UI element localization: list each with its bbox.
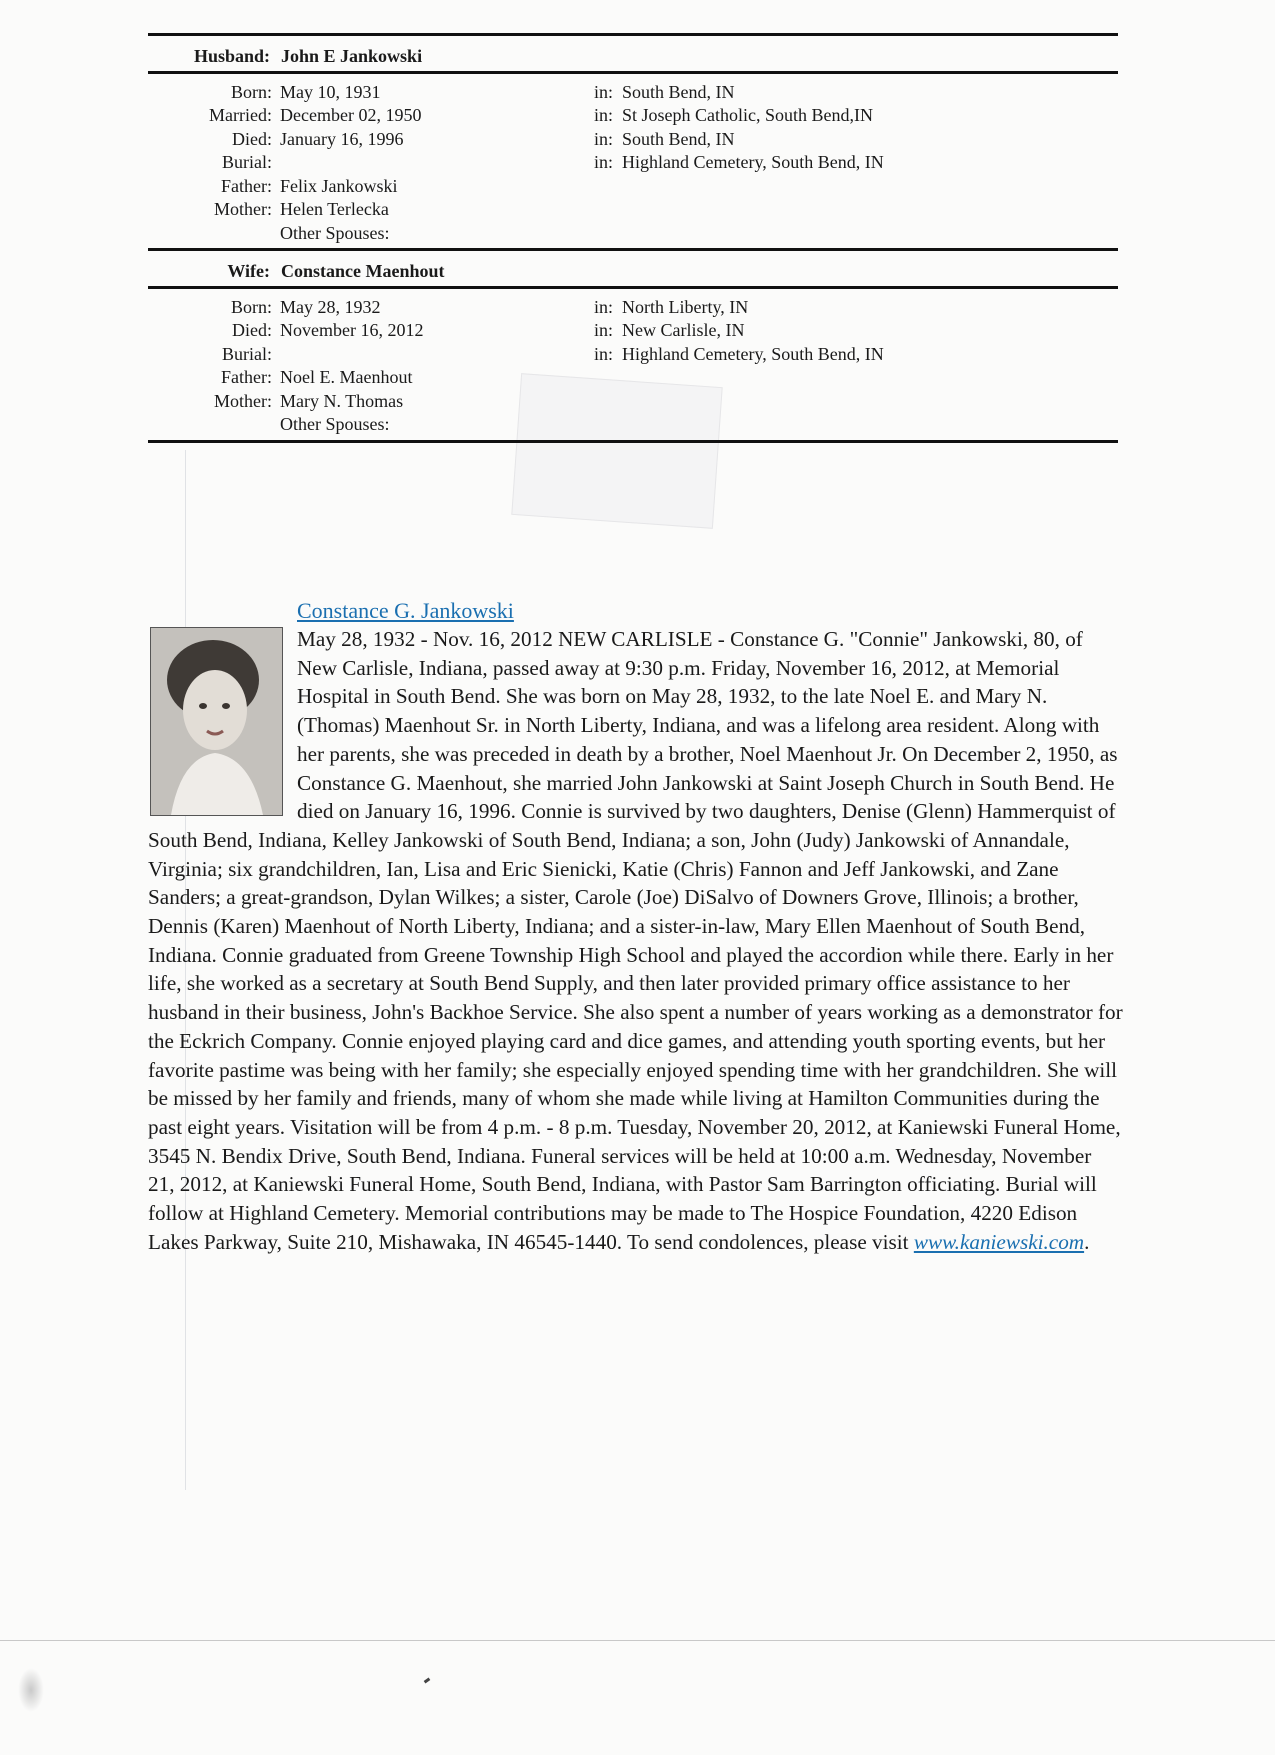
place-value: North Liberty, IN xyxy=(622,297,749,317)
field-label: Died: xyxy=(232,320,272,340)
husband-rule xyxy=(148,71,1118,74)
in-label: in: xyxy=(594,129,614,149)
wife-bottom-rule xyxy=(148,440,1118,443)
place-value: South Bend, IN xyxy=(622,82,735,102)
field-value: Felix Jankowski xyxy=(280,176,398,196)
field-value: Noel E. Maenhout xyxy=(280,367,413,387)
wife-label: Wife: xyxy=(227,261,270,281)
field-label: Burial: xyxy=(222,152,272,172)
field-label: Married: xyxy=(209,105,272,125)
husband-label: Husband: xyxy=(193,46,270,66)
field-label: Mother: xyxy=(214,391,272,411)
husband-burial-place xyxy=(594,151,884,174)
obituary-title-link[interactable]: Constance G. Jankowski xyxy=(297,598,514,623)
obituary-body: May 28, 1932 - Nov. 16, 2012 NEW CARLISLE - Constance G. "Connie" Jankowski, 80, of New Carlisle, Indiana, passed away at 9:30 p.m. Friday, November 16, 2012, at Memorial Hospital in South Bend. She was born on May 28, 1932, to the late Noel E. and Mary N. (Thomas) Maenhout Sr. in North Liberty, Indiana, and was a lifelong area resident. Along with her parents, she was preceded in death by a brother, Noel Maenhout Jr. On December 2, 1950, as Constance G. Maenhout, she married John Jankowski at Saint Joseph Church in South Bend. He died on January 16, 1996. Connie is survived by two daughters, Denise (Glenn) Hammerquist of South Bend, Indiana, Kelley Jankowski of South Bend, Indiana; a son, John (Judy) Jankowski of Annandale, Virginia; six grandchildren, Ian, Lisa and Eric Sienicki, Katie (Chris) Fannon and Jeff Jankowski, and Zane Sanders; a great-grandson, Dylan Wilkes; a sister, Carole (Joe) DiSalvo of Downers Grove, Illinois; a brother, Dennis (Karen) Maenhout of North Liberty, Indiana; and a sister-in-law, Mary Ellen Maenhout of South Bend, Indiana. Connie graduated from Greene Township High School and played the accordion while there. Early in her life, she worked as a secretary at South Bend Supply, and then later provided primary office assistance to her husband in their business, John's Backhoe Service. She also spent a number of years working as a demonstrator for the Eckrich Company. Connie enjoyed playing card and dice games, and attending youth sporting events, but her favorite pastime was being with her family; she especially enjoyed spending time with her grandchildren. She will be missed by her family and friends, many of whom she made while living at Hamilton Communities during the past eight years. Visitation will be from 4 p.m. - 8 p.m. Tuesday, November 20, 2012, at Kaniewski Funeral Home, 3545 N. Bendix Drive, South Bend, Indiana. Funeral services will be held at 10:00 a.m. Wednesday, November 21, 2012, at Kaniewski Funeral Home, South Bend, Indiana, with Pastor Sam Barrington officiating. Burial will follow at Highland Cemetery. Memorial contributions may be made to The Hospice Foundation, 4220 Edison Lakes Parkway, Suite 210, Mishawaka, IN 46545-1440. To send condolences, please visit xyxy=(148,627,1123,1254)
field-value: Other Spouses: xyxy=(280,223,390,243)
paper-scrap xyxy=(511,373,722,529)
in-label: in: xyxy=(594,344,614,364)
field-value: January 16, 1996 xyxy=(280,129,404,149)
obituary-end: . xyxy=(1084,1229,1090,1254)
field-label: Died: xyxy=(232,129,272,149)
husband-married-place xyxy=(594,104,873,127)
field-value: Other Spouses: xyxy=(280,414,390,434)
wife-born-place xyxy=(594,296,748,319)
scan-mark xyxy=(424,1678,431,1684)
place-value: Highland Cemetery, South Bend, IN xyxy=(622,344,884,364)
husband-name: John E Jankowski xyxy=(281,46,423,66)
field-label: Burial: xyxy=(222,344,272,364)
wife-died-place xyxy=(594,319,744,342)
place-value: New Carlisle, IN xyxy=(622,320,745,340)
place-value: South Bend, IN xyxy=(622,129,735,149)
photo-space xyxy=(148,625,297,815)
field-label: Born: xyxy=(230,82,272,102)
field-value: May 10, 1931 xyxy=(280,82,381,102)
wife-rule xyxy=(148,286,1118,289)
in-label: in: xyxy=(594,82,614,102)
top-rule xyxy=(148,33,1118,36)
field-value: November 16, 2012 xyxy=(280,320,424,340)
in-label: in: xyxy=(594,320,614,340)
field-label: Born: xyxy=(230,297,272,317)
place-value: St Joseph Catholic, South Bend,IN xyxy=(622,105,873,125)
field-value: Helen Terlecka xyxy=(280,199,389,219)
obituary-text xyxy=(148,625,1123,1256)
wife-name: Constance Maenhout xyxy=(281,261,445,281)
field-value: December 02, 1950 xyxy=(280,105,422,125)
in-label: in: xyxy=(594,105,614,125)
field-label: Mother: xyxy=(214,199,272,219)
husband-born-place xyxy=(594,81,735,104)
in-label: in: xyxy=(594,297,614,317)
place-value: Highland Cemetery, South Bend, IN xyxy=(622,152,884,172)
scan-smudge xyxy=(18,1668,44,1712)
funeral-home-link[interactable]: www.kaniewski.com xyxy=(913,1229,1085,1254)
in-label: in: xyxy=(594,152,614,172)
field-label: Father: xyxy=(221,176,272,196)
field-value: May 28, 1932 xyxy=(280,297,381,317)
wife-top-rule xyxy=(148,248,1118,251)
field-label: Father: xyxy=(221,367,272,387)
husband-died-place xyxy=(594,128,735,151)
field-value: Mary N. Thomas xyxy=(280,391,404,411)
wife-burial-place xyxy=(594,343,884,366)
scan-edge-line xyxy=(0,1640,1275,1641)
